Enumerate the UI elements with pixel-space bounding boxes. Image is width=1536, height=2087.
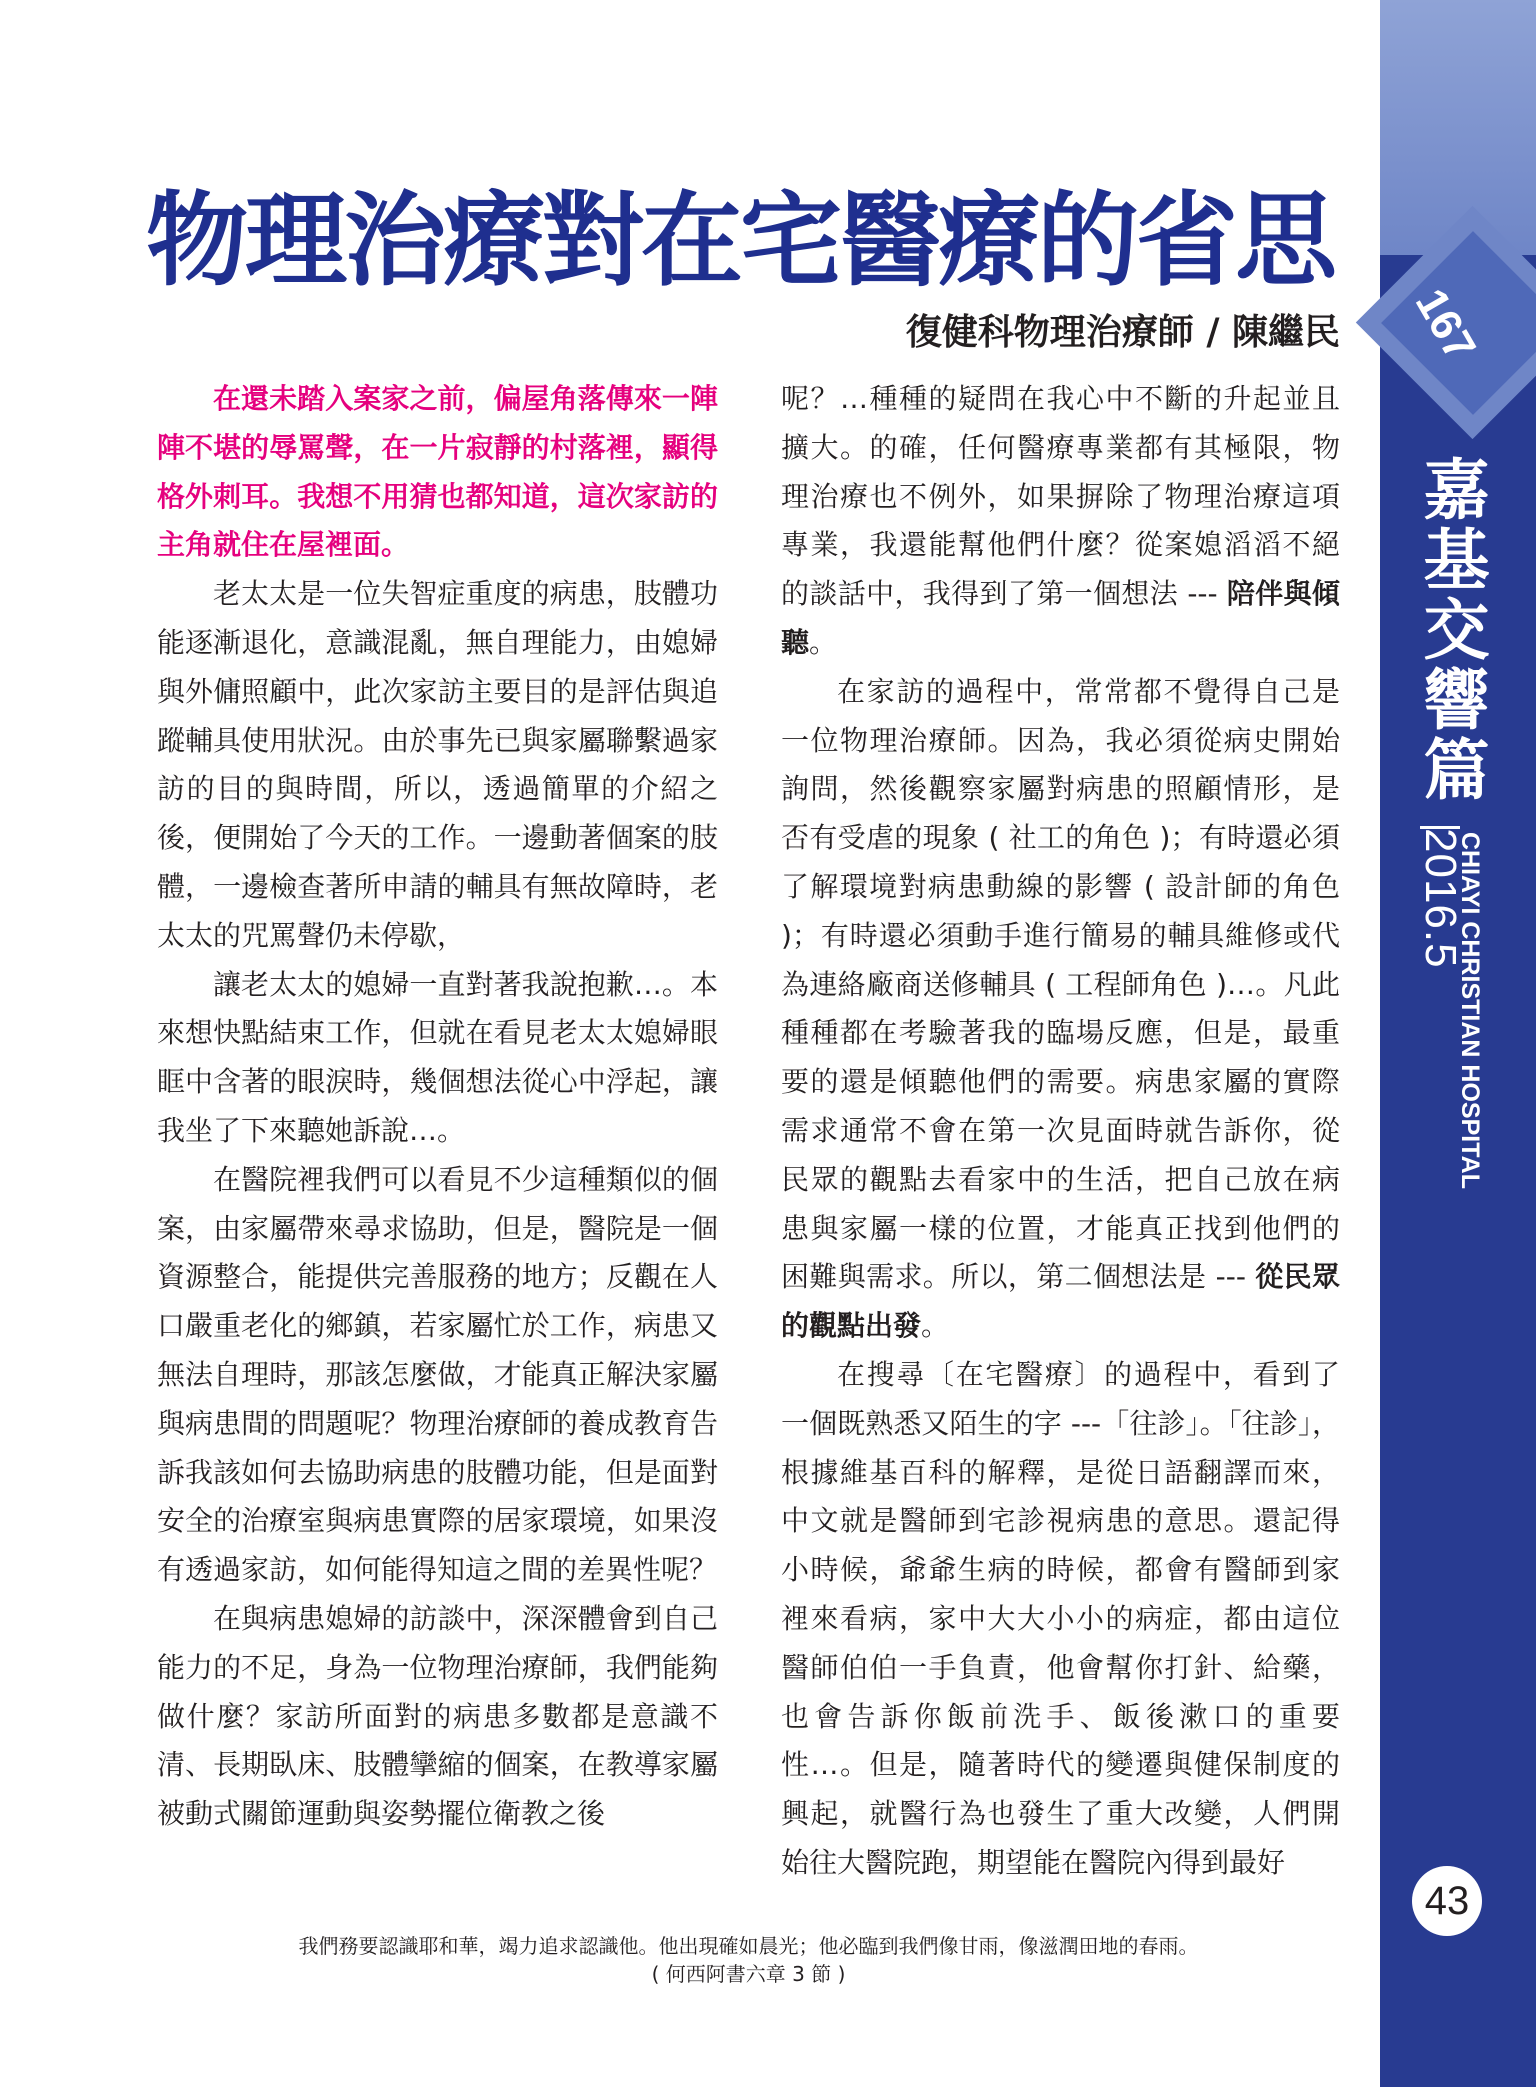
issue-number: 167 — [1405, 280, 1486, 369]
hospital-name: CHIAYI CHRISTIAN HOSPITAL — [1456, 832, 1484, 1189]
paragraph-text: 。 — [921, 1309, 950, 1343]
body-paragraph: 老太太是一位失智症重度的病患，肢體功能逐漸退化，意識混亂，無自理能力，由媳婦與外傭照顧中，此次家訪主要目的是評估與追蹤輔具使用狀況。由於事先已與家屬聯繫過家訪的目的與時間，所以，透過簡單的介紹之後，便開始了今天的工作。一邊動著個案的肢體，一邊檢查著所申請的輔具有無故障時，老太太的咒罵聲仍未停歇， — [157, 577, 718, 952]
paragraph-text: 呢？…種種的疑問在我心中不斷的升起並且擴大。的確，任何醫療專業都有其極限，物理治療也不例外，如果摒除了物理治療這項專業，我還能幫他們什麼？從案媳滔滔不絕的談話中，我得到了第一個想法 --- — [781, 382, 1340, 611]
footer-verse: 我們務要認識耶和華，竭力追求認識他。他出現確如晨光；他必臨到我們像甘雨，像滋潤田地的春雨。 — [298, 1934, 1199, 1958]
body-paragraph: 在搜尋〔在宅醫療〕的過程中，看到了一個既熟悉又陌生的字 ---「往診」。「往診」，根據維基百科的解釋，是從日語翻譯而來，中文就是醫師到宅診視病患的意思。還記得小時候，爺爺生病的時候，都會有醫師到家裡來看病，家中大大小小的病症，都由這位醫師伯伯一手負責，他會幫你打針、給藥，也會告訴你飯前洗手、飯後漱口的重要性…。但是，隨著時代的變遷與健保制度的興起，就醫行為也發生了重大改變，人們開始往大醫院跑，期望能在醫院內得到最好 — [781, 1357, 1340, 1879]
body-paragraph: 在與病患媳婦的訪談中，深深體會到自己能力的不足，身為一位物理治療師，我們能夠做什麼？家訪所面對的病患多數都是意識不清、長期臥床、肢體攣縮的個案，在教導家屬被動式關節運動與姿勢擺位衛教之後 — [157, 1601, 718, 1831]
highlight-text: 從民眾的觀點出發 — [781, 1260, 1340, 1343]
lead-paragraph: 在還未踏入案家之前，偏屋角落傳來一陣陣不堪的辱罵聲，在一片寂靜的村落裡，顯得格外刺耳。我想不用猜也都知道，這次家訪的主角就住在屋裡面。 — [157, 382, 718, 562]
highlight-text: 陪伴與傾聽 — [781, 577, 1340, 659]
magazine-title: 嘉基交響篇 — [1412, 455, 1489, 805]
footer-reference: ( 何西阿書六章 3 節 ) — [651, 1962, 846, 1986]
body-paragraph: 讓老太太的媳婦一直對著我說抱歉…。本來想快點結束工作，但就在看見老太太媳婦眼眶中含著的眼淚時，幾個想法從心中浮起，讓我坐了下來聽她訴說…。 — [157, 967, 718, 1147]
article-author: 復健科物理治療師 / 陳繼民 — [905, 311, 1340, 353]
body-paragraph — [781, 668, 1340, 1351]
body-paragraph: 在醫院裡我們可以看見不少這種類似的個案，由家屬帶來尋求協助，但是，醫院是一個資源整合，能提供完善服務的地方；反觀在人口嚴重老化的鄉鎮，若家屬忙於工作，病患又無法自理時，那該怎麼做，才能真正解決家屬與病患間的問題呢？物理治療師的養成教育告訴我該如何去協助病患的肢體功能，但是面對安全的治療室與病患實際的居家環境，如果沒有透過家訪，如何能得知這之間的差異性呢？ — [157, 1162, 718, 1587]
paragraph-text: 在家訪的過程中，常常都不覺得自己是一位物理治療師。因為，我必須從病史開始詢問，然後觀察家屬對病患的照顧情形，是否有受虐的現象 ( 社工的角色 )；有時還必須了解環境對病患動線的影響 ( 設計師的角色 )；有時還必須動手進行簡易的輔具維修或代為連絡廠商送修輔具 ( 工程師角色 )…。凡此種種都在考驗著我的臨場反應，但是，最重要的還是傾聽他們的需要。病患家屬的實際需求通常不會在第一次見面時就告訴你，從民眾的觀點去看家中的生活，把自己放在病患與家屬一樣的位置，才能真正找到他們的困難與需求。所以，第二個想法是 --- — [781, 674, 1340, 1294]
right-column — [781, 375, 1340, 1888]
paragraph-text: 。 — [809, 625, 838, 659]
page-number: 43 — [1412, 1866, 1482, 1936]
issue-date: 2016.5 — [1416, 828, 1465, 969]
sidebar-top-band — [1380, 0, 1536, 255]
left-column — [157, 375, 718, 1839]
body-paragraph — [781, 375, 1340, 668]
article-title: 物理治療對在宅醫療的省思 — [146, 181, 1334, 301]
